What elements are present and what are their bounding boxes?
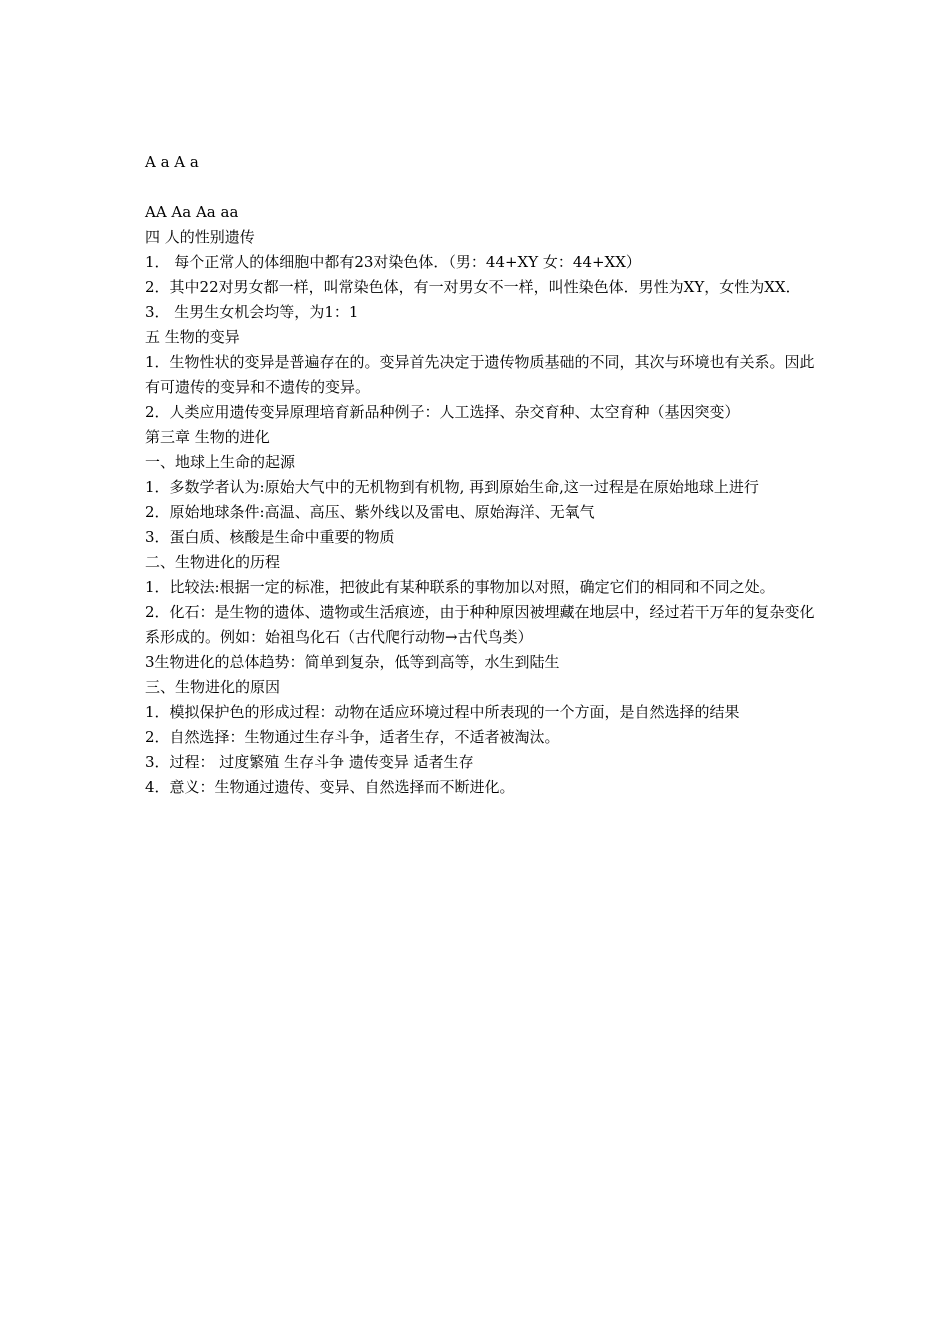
blank-line	[145, 175, 815, 200]
paragraph: 4．意义：生物通过遗传、变异、自然选择而不断进化。	[145, 778, 515, 796]
paragraph: 2．自然选择：生物通过生存斗争，适者生存，不适者被淘汰。	[145, 728, 560, 746]
paragraph: 1．模拟保护色的形成过程：动物在适应环境过程中所表现的一个方面，是自然选择的结果	[145, 703, 740, 721]
paragraph: 2．原始地球条件:高温、高压、紫外线以及雷电、原始海洋、无氧气	[145, 503, 595, 521]
section-heading: 五 生物的变异	[145, 328, 240, 346]
section-heading: 三、生物进化的原因	[145, 678, 281, 696]
paragraph: 2．人类应用遗传变异原理培育新品种例子：人工选择、杂交育种、太空育种（基因突变）	[145, 403, 740, 421]
paragraph: 3．过程： 过度繁殖 生存斗争 遗传变异 适者生存	[145, 753, 474, 771]
paragraph: 3．蛋白质、核酸是生命中重要的物质	[145, 528, 395, 546]
paragraph: 1． 每个正常人的体细胞中都有23对染色体．（男：44+XY 女：44+XX）	[145, 253, 641, 271]
paragraph: 2．化石：是生物的遗体、遗物或生活痕迹，由于种种原因被埋藏在地层中，经过若干万年的复杂变化系形成的。例如：始祖鸟化石（古代爬行动物→古代鸟类）	[145, 603, 815, 646]
genotype-line-1: A a A a	[145, 153, 199, 171]
chapter-heading: 第三章 生物的进化	[145, 428, 270, 446]
paragraph: 2．其中22对男女都一样，叫常染色体，有一对男女不一样，叫性染色体．男性为XY，女性为XX．	[145, 278, 801, 296]
paragraph: 3生物进化的总体趋势：简单到复杂，低等到高等，水生到陆生	[145, 653, 560, 671]
genotype-line-2: AA Aa Aa aa	[145, 203, 239, 221]
paragraph: 1．比较法:根据一定的标准，把彼此有某种联系的事物加以对照，确定它们的相同和不同之处。	[145, 578, 775, 596]
paragraph: 1．生物性状的变异是普遍存在的。变异首先决定于遗传物质基础的不同，其次与环境也有关系。因此有可遗传的变异和不遗传的变异。	[145, 353, 815, 396]
paragraph: 1．多数学者认为:原始大气中的无机物到有机物, 再到原始生命,这一过程是在原始地球上进行	[145, 478, 759, 496]
paragraph: 3． 生男生女机会均等，为1：1	[145, 303, 359, 321]
section-heading: 一、地球上生命的起源	[145, 453, 296, 471]
document-body	[145, 150, 815, 800]
section-heading: 四 人的性别遗传	[145, 228, 255, 246]
section-heading: 二、生物进化的历程	[145, 553, 281, 571]
